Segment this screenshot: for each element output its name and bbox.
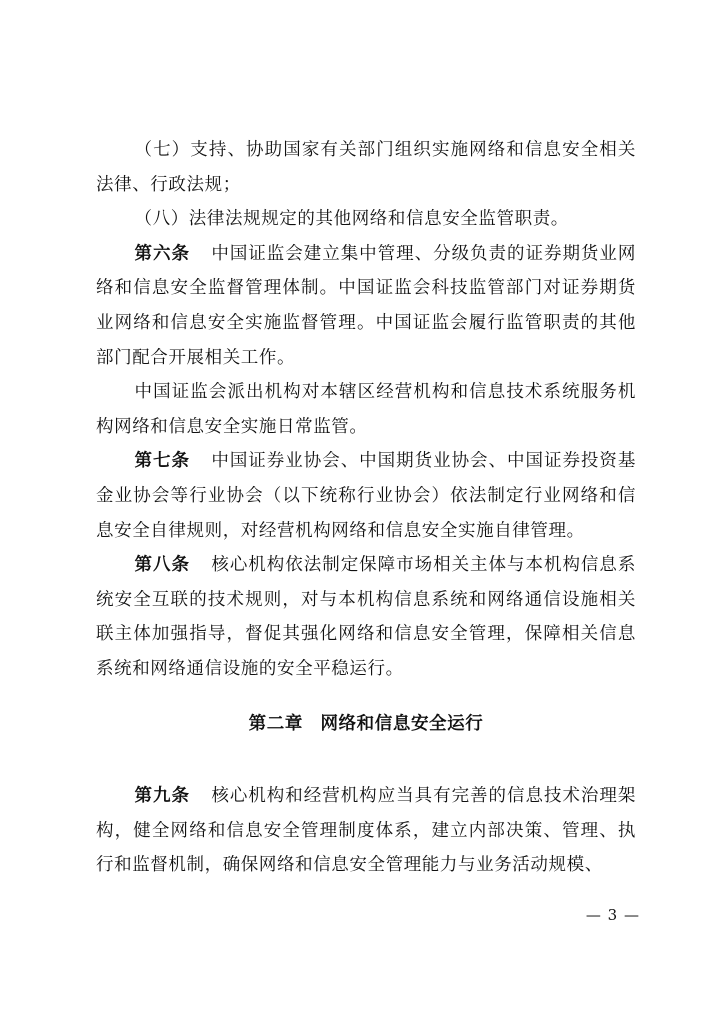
article-6-paragraph-2 bbox=[96, 375, 636, 444]
paragraph-text: （七）支持、协助国家有关部门组织实施网络和信息安全相关法律、行政法规； bbox=[96, 140, 636, 195]
article-label: 第七条 bbox=[134, 451, 190, 472]
article-8 bbox=[96, 548, 636, 686]
article-6 bbox=[96, 237, 636, 375]
article-label: 第六条 bbox=[134, 243, 190, 264]
body-text-section-2 bbox=[96, 779, 636, 883]
article-9 bbox=[96, 779, 636, 883]
article-text: 核心机构依法制定保障市场相关主体与本机构信息系统安全互联的技术规则，对与本机构信息系统和网络通信设施相关联主体加强指导，督促其强化网络和信息安全管理，保障相关信息系统和网络通信设施的安全平稳运行。 bbox=[96, 555, 636, 679]
paragraph-item-7 bbox=[96, 133, 636, 202]
article-label: 第八条 bbox=[134, 555, 190, 576]
article-text: 中国证监会建立集中管理、分级负责的证券期货业网络和信息安全监督管理体制。中国证监会科技监管部门对证券期货业网络和信息安全实施监督管理。中国证监会履行监管职责的其他部门配合开展相关工作。 bbox=[96, 243, 636, 368]
page-number: — 3 — bbox=[585, 906, 640, 924]
chapter-heading bbox=[96, 710, 636, 735]
article-text: 中国证券业协会、中国期货业协会、中国证券投资基金业协会等行业协会（以下统称行业协会）依法制定行业网络和信息安全自律规则，对经营机构网络和信息安全实施自律管理。 bbox=[96, 451, 636, 541]
article-label: 第九条 bbox=[134, 786, 190, 806]
chapter-title: 网络和信息安全运行 bbox=[320, 714, 484, 734]
paragraph-item-8 bbox=[96, 202, 636, 237]
paragraph-text: （八）法律法规规定的其他网络和信息安全监管职责。 bbox=[134, 209, 569, 230]
body-text-section-1 bbox=[96, 133, 636, 687]
article-7 bbox=[96, 444, 636, 548]
article-text: 核心机构和经营机构应当具有完善的信息技术治理架构，健全网络和信息安全管理制度体系，建立内部决策、管理、执行和监督机制，确保网络和信息安全管理能力与业务活动规模、 bbox=[96, 786, 636, 876]
paragraph-text: 中国证监会派出机构对本辖区经营机构和信息技术系统服务机构网络和信息安全实施日常监管。 bbox=[96, 382, 636, 437]
chapter-number: 第二章 bbox=[248, 714, 303, 734]
